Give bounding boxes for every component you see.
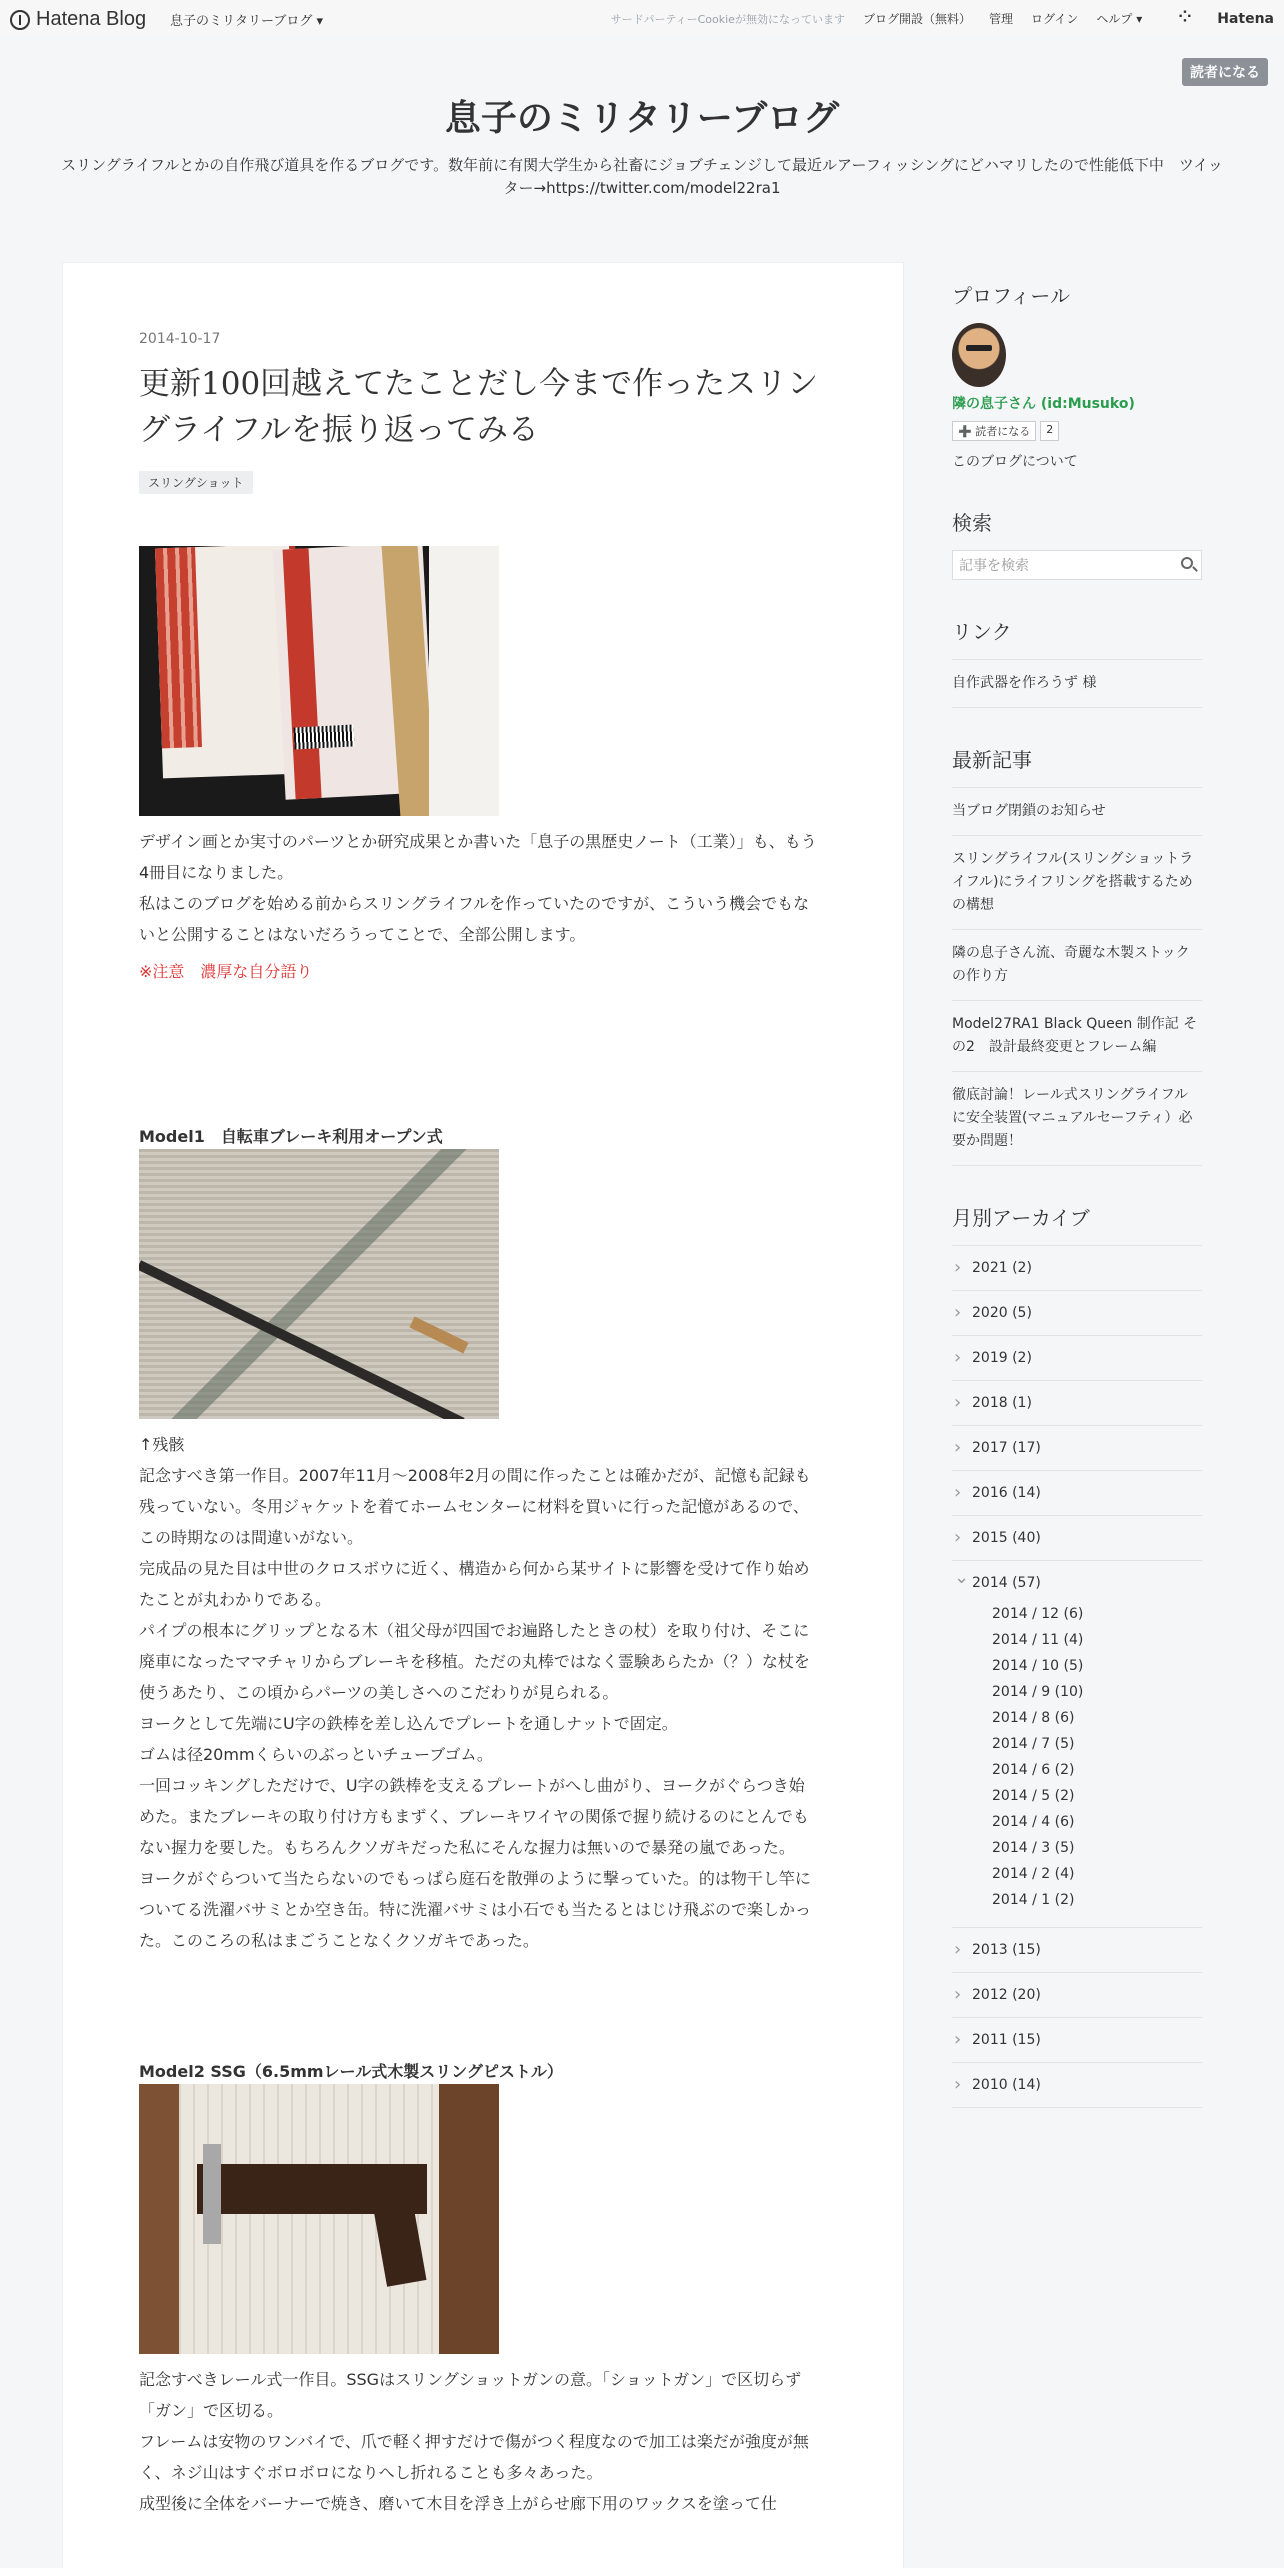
post-shape [139, 2084, 179, 2354]
archive-year-label: 2014 (57) [972, 1575, 1041, 1591]
link-item[interactable]: 自作武器を作ろうず 様 [952, 659, 1202, 708]
logo-text: Hatena Blog [36, 8, 147, 30]
main-content [62, 262, 904, 2568]
archive-month[interactable]: 2014 / 11 (4) [992, 1632, 1084, 1648]
model2-paragraph: フレームは安物のワンバイで、爪で軽く押すだけで傷がつく程度なので加工は楽だが強度が無く、ネジ山はすぐボロボロになりへし折れることも多々あった。 [139, 2432, 809, 2482]
subscribe-badges [952, 421, 1202, 441]
model2-paragraph: 記念すべきレール式一作目。SSGはスリングショットガンの意。「ショットガン」で区切らず「ガン」で区切る。 [139, 2370, 802, 2420]
model1-paragraph: ゴムは径20mmくらいのぶっといチューブゴム。 [139, 1745, 493, 1764]
blog-description: スリングライフルとかの自作飛び道具を作るブログです。数年前に有関大学生から社畜にジョブチェンジして最近ルアーフィッシングにどハマリしたので性能低下中 ツイッター→https://twitter.com/model22ra1 [61, 156, 1223, 197]
hatena-menu[interactable] [1160, 11, 1274, 27]
model1-paragraph: パイプの根本にグリップとなる木（祖父母が四国でお遍路したときの杖）を取り付け、そこに廃車になったママチャリからブレーキを移植。ただの丸棒ではなく霊験あらたか（？）な杖を使うあたり、この頃からパーツの美しさへのこだわりが見られる。 [139, 1621, 810, 1702]
recent-title: 最新記事 [952, 748, 1032, 772]
archive-month[interactable]: 2014 / 6 (2) [992, 1762, 1075, 1778]
archive-month[interactable]: 2014 / 1 (2) [992, 1892, 1075, 1908]
barcode-shape [293, 724, 354, 749]
login-link[interactable]: ログイン [1030, 12, 1079, 26]
post-shape [439, 2084, 499, 2354]
hatena-dots-icon [1178, 11, 1194, 27]
archive-year[interactable]: › 2016 (14) [952, 1470, 1202, 1515]
subscribe-badge-button[interactable]: ➕ 読者になる [952, 421, 1036, 441]
model2-paragraph: 成型後に全体をバーナーで焼き、磨いて木目を浮き上がらせ廊下用のワックスを塗って仕 [139, 2494, 777, 2513]
profile-module [952, 280, 1202, 471]
archive-year[interactable]: › 2011 (15) [952, 2017, 1202, 2062]
article [139, 331, 819, 2519]
tatami-edge [139, 1149, 499, 1419]
archive-year[interactable]: › 2021 (2) [952, 1245, 1202, 1290]
model2-heading: Model2 SSG（6.5mmレール式木製スリングピストル） [139, 2062, 563, 2081]
archive-year[interactable]: › 2015 (40) [952, 1515, 1202, 1560]
model2-photo[interactable] [139, 2084, 499, 2354]
recent-entry[interactable]: 当ブログ閉鎖のお知らせ [952, 787, 1202, 835]
model1-caption: ↑残骸 [139, 1435, 185, 1454]
notebooks-photo[interactable] [139, 546, 499, 816]
archive-month[interactable]: 2014 / 2 (4) [992, 1866, 1075, 1882]
links-title: リンク [952, 620, 1012, 644]
recent-entry[interactable]: 隣の息子さん流、奇麗な木製ストックの作り方 [952, 929, 1202, 1000]
archive-year[interactable]: › 2017 (17) [952, 1425, 1202, 1470]
sidebar [952, 280, 1202, 2144]
model1-paragraph: ヨークとして先端にU字の鉄棒を差し込んでプレートを通しナットで固定。 [139, 1714, 678, 1733]
recent-entry[interactable]: Model27RA1 Black Queen 制作記 その2 設計最終変更とフレーム編 [952, 1000, 1202, 1071]
archive-year[interactable]: › 2020 (5) [952, 1290, 1202, 1335]
archive-month[interactable]: 2014 / 5 (2) [992, 1788, 1075, 1804]
top-links [593, 10, 1274, 27]
recent-module [952, 744, 1202, 1166]
intro-paragraph: デザイン画とか実寸のパーツとか研究成果とか書いた「息子の黒歴史ノート（工業）」も、もう4冊目になりました。 [139, 832, 817, 882]
archive-month[interactable]: 2014 / 10 (5) [992, 1658, 1084, 1674]
subscriber-count[interactable]: 2 [1040, 421, 1059, 441]
model1-paragraph: 記念すべき第一作目。2007年11月〜2008年2月の間に作ったことは確かだが、記憶も記録も残っていない。冬用ジャケットを着てホームセンターに材料を買いに行った記憶があるので、この時期なのは間違いがない。 [139, 1466, 811, 1547]
profile-name[interactable]: 隣の息子さん (id:Musuko) [952, 396, 1135, 412]
search-box [952, 550, 1202, 580]
entry-title[interactable]: 更新100回越えてたことだし今まで作ったスリングライフルを振り返ってみる [139, 366, 819, 448]
subscribe-button[interactable]: 読者になる [1182, 58, 1268, 86]
archive-module [952, 1202, 1202, 2108]
archive-year[interactable]: › 2012 (20) [952, 1972, 1202, 2017]
hatena-logo-icon [10, 10, 30, 30]
model1-paragraph: 一回コッキングしただけで、U字の鉄棒を支えるプレートがへし曲がり、ヨークがぐらつき始めた。またブレーキの取り付け方もまずく、ブレーキワイヤの関係で握り続けるのにとんでもない握力を要した。もちろんクソガキだった私にそんな握力は無いので暴発の嵐であった。 [139, 1776, 809, 1857]
search-icon[interactable] [1181, 557, 1193, 569]
bolt-shape [203, 2144, 221, 2244]
model1-heading: Model1 自転車ブレーキ利用オープン式 [139, 1127, 443, 1146]
archive-month[interactable]: 2014 / 9 (10) [992, 1684, 1084, 1700]
archive-month[interactable]: 2014 / 8 (6) [992, 1710, 1075, 1726]
archive-month[interactable]: 2014 / 12 (6) [992, 1606, 1084, 1622]
hatena-label: Hatena [1217, 10, 1274, 27]
blog-switcher[interactable]: 息子のミリタリーブログ ▾ [170, 14, 324, 29]
search-title: 検索 [952, 511, 992, 535]
help-menu[interactable]: ヘルプ ▾ [1096, 12, 1143, 26]
archive-month[interactable]: 2014 / 3 (5) [992, 1840, 1075, 1856]
recent-entry[interactable]: 徹底討論！レール式スリングライフルに安全装置(マニュアルセーフティ）必要か問題！ [952, 1071, 1202, 1166]
notebook-shape [429, 546, 499, 816]
model1-paragraph: ヨークがぐらついて当たらないのでもっぱら庭石を散弾のように撃っていた。的は物干し竿についてる洗濯バサミとか空き缶。特に洗濯バサミは小石でも当たるとはじけ飛ぶので楽しかった。このころの私はまごうことなくクソガキであった。 [139, 1869, 812, 1950]
about-link[interactable]: このブログについて [952, 454, 1078, 470]
open-blog-link[interactable]: ブログ開設（無料） [862, 12, 971, 26]
links-module [952, 616, 1202, 708]
archive-year[interactable]: › 2013 (15) [952, 1927, 1202, 1972]
category-tag[interactable]: スリングショット [139, 471, 253, 494]
search-input[interactable] [953, 551, 1173, 579]
warning-text: ※注意 濃厚な自分語り [139, 962, 313, 981]
search-module [952, 507, 1202, 580]
global-header [0, 0, 1284, 36]
blog-title[interactable]: 息子のミリタリーブログ [444, 98, 840, 139]
archive-month[interactable]: 2014 / 7 (5) [992, 1736, 1075, 1752]
recent-entry[interactable]: スリングライフル(スリングショットライフル)にライフリングを搭載するための構想 [952, 835, 1202, 929]
entry-date[interactable]: 2014-10-17 [139, 331, 221, 347]
archive-month[interactable]: 2014 / 4 (6) [992, 1814, 1075, 1830]
archive-year[interactable]: › 2019 (2) [952, 1335, 1202, 1380]
admin-link[interactable]: 管理 [988, 12, 1013, 26]
hatena-blog-logo[interactable] [10, 8, 146, 31]
archive-year[interactable]: › 2018 (1) [952, 1380, 1202, 1425]
archive-year-expanded[interactable] [952, 1560, 1202, 1927]
archive-year[interactable]: › 2010 (14) [952, 2062, 1202, 2108]
archive-title: 月別アーカイブ [952, 1206, 1090, 1230]
model1-paragraph: 完成品の見た目は中世のクロスボウに近く、構造から何から某サイトに影響を受けて作り始めたことが丸わかりである。 [139, 1559, 810, 1609]
intro-paragraph: 私はこのブログを始める前からスリングライフルを作っていたのですが、こういう機会でもないと公開することはないだろうってことで、全部公開します。 [139, 894, 810, 944]
model1-photo[interactable] [139, 1149, 499, 1419]
archive-months [972, 1591, 1202, 1913]
cookie-notice[interactable]: サードパーティーCookieが無効になっています [610, 12, 845, 26]
avatar[interactable] [952, 323, 1006, 387]
profile-title: プロフィール [952, 284, 1070, 308]
